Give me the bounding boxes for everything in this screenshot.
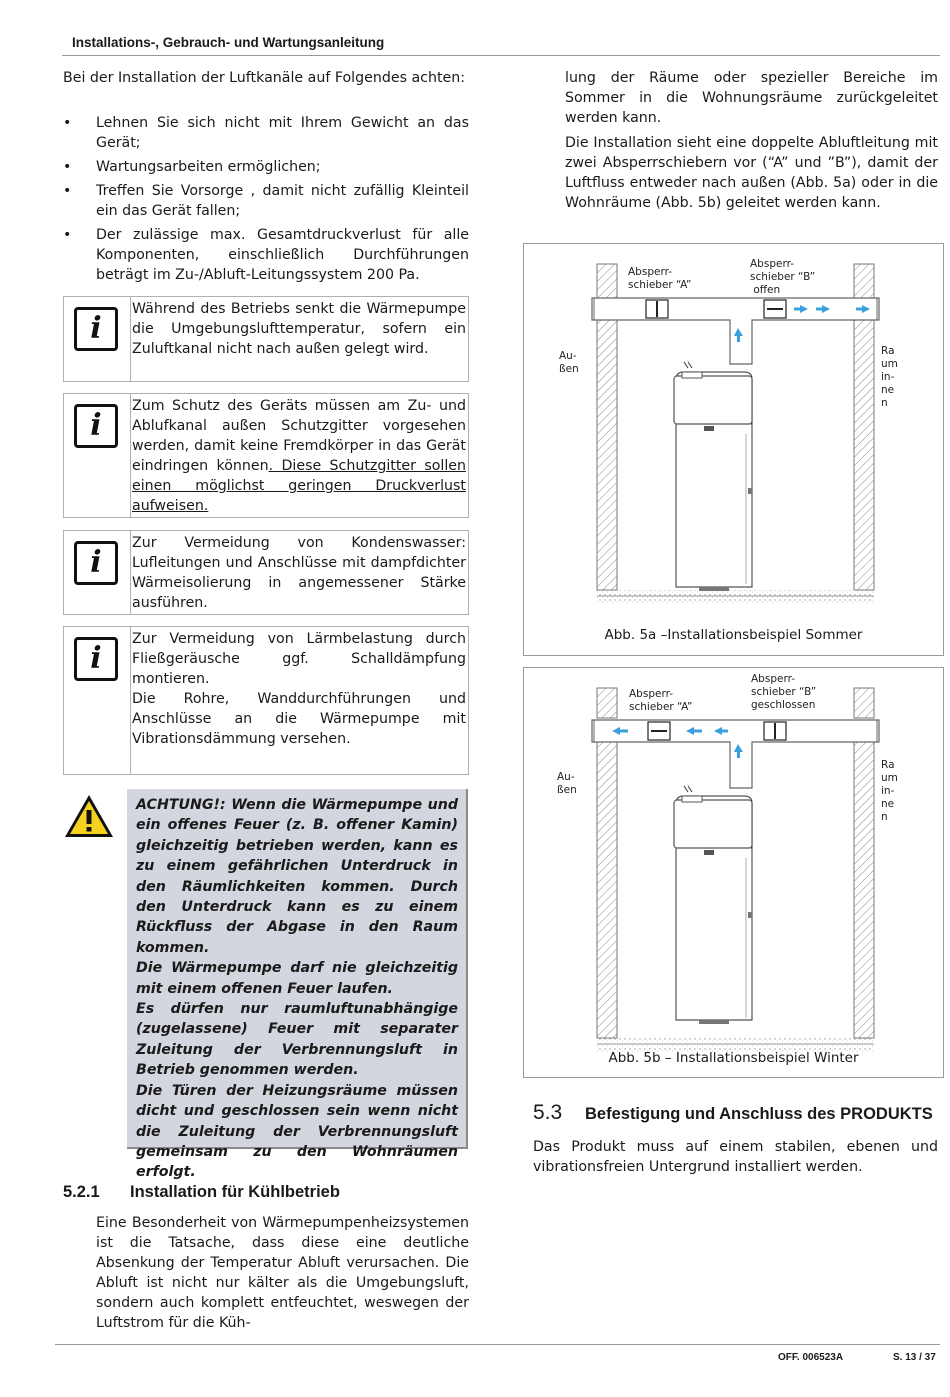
continued-paragraph: lung der Räume oder spezieller Bereiche im Sommer in die Wohnungsräume zurückgeleitet werden kann. (565, 70, 938, 126)
section-title: Installation für Kühlbetrieb (130, 1183, 340, 1201)
damper-b-label: Absperr- schieber “B” geschlossen (751, 673, 817, 711)
note-paragraph: Die Rohre, Wanddurchführungen und Anschlüsse an die Wärmepumpe mit Vibrationsdämmung versehen. (132, 691, 466, 747)
figure-5b-winter (523, 667, 944, 1078)
warning-paragraph: Es dürfen nur raumluftunabhängige (zugelassene) Feuer mit separater Zuleitung der Verbrennungsluft in Betrieb genommen werden. (136, 1001, 458, 1079)
warning-paragraph: ACHTUNG!: Wenn die Wärmepumpe und ein offenes Feuer (z. B. offener Kamin) gleichzeitig betrieben werden, kann es zu einem gefährlichen Unterdruck in den Räumlichkeiten kommen. Durch den Unterdruck kann es zu einem Rückfluss der Abgase in den Raum kommen. (136, 797, 458, 956)
warning-triangle-icon (63, 793, 115, 839)
inside-label: Ra um in- ne n (881, 345, 898, 409)
warning-paragraph: Die Wärmepumpe darf nie gleichzeitig mit einem offenen Feuer laufen. (136, 960, 458, 997)
figure-caption: Abb. 5b – Installationsbeispiel Winter (608, 1050, 859, 1066)
figure-caption: Abb. 5a –Installationsbeispiel Sommer (604, 627, 863, 643)
page-header-title: Installations-, Gebrauch- und Wartungsanleitung (72, 35, 385, 50)
section-paragraph: Das Produkt muss auf einem stabilen, ebenen und vibrationsfreien Untergrund installiert werden. (533, 1139, 938, 1175)
info-note-2 (63, 393, 469, 518)
damper-a-label: Absperr- schieber “A” (629, 688, 693, 713)
outside-label: Au- ßen (559, 350, 579, 375)
info-note-text: Während des Betriebs senkt die Wärmepumpe die Umgebungslufttemperatur, sofern ein Zuluftkanal nicht nach außen gelegt wird. (132, 301, 466, 357)
info-note-3 (63, 530, 469, 615)
list-item: • Wartungsarbeiten ermöglichen; (63, 157, 469, 177)
warning-paragraph: Die Türen der Heizungsräume müssen dicht und geschlossen sein wenn nicht die Zuleitung der Verbrennungsluft gemeinsam zu den Wohnräumen erfolgt. (136, 1082, 458, 1181)
outside-label: Au- ßen (557, 771, 577, 796)
section-title: Befestigung und Anschluss des PRODUKTS (585, 1105, 933, 1123)
info-note-4 (63, 626, 469, 775)
list-item: • Lehnen Sie sich nicht mit Ihrem Gewicht an das Gerät; (63, 113, 469, 153)
damper-a-label: Absperr- schieber “A” (628, 266, 692, 291)
info-icon: i (74, 541, 118, 585)
info-icon: i (74, 637, 118, 681)
installation-diagram-winter (524, 668, 945, 1079)
figure-5a-summer (523, 243, 944, 656)
footer-document-ref: OFF. 006523A (778, 1352, 844, 1363)
section-paragraph: Eine Besonderheit von Wärmepumpenheizsystemen ist die Tatsache, dass diese eine deutliche Absenkung der Temperatur Abluft verursachen. Die Abluft ist nicht nur kälter als die Umgebungsluft, sondern auch komplett entfeuchtet, weswegen der Luftstrom für die Küh- (96, 1215, 469, 1331)
list-item: • Treffen Sie Vorsorge , damit nicht zufällig Kleinteil ein das Gerät fallen; (63, 181, 469, 221)
footer-page-number: S. 13 / 37 (893, 1352, 936, 1363)
info-note-text: Zur Vermeidung von Kondenswasser: Lufleitungen und Anschlüsse mit dampfdichter Wärmeisolierung in angemessener Stärke ausführen. (132, 535, 466, 611)
section-number: 5.3 (533, 1101, 563, 1124)
info-icon: i (74, 404, 118, 448)
note-text-underlined: . Diese Schutzgitter sollen einen möglichst geringen Druckverlust aufweisen. (132, 458, 466, 514)
note-text-plain: Zum Schutz des Geräts müssen am Zu- und Ablufkanal außen Schutzgitter vorgesehen werden, damit keine Fremdkörper in das Gerät eindringen können (132, 398, 466, 474)
installation-diagram-summer (524, 244, 945, 657)
info-note-1 (63, 296, 469, 382)
header-divider (62, 55, 940, 56)
info-icon: i (74, 307, 118, 351)
section-number: 5.2.1 (63, 1183, 100, 1201)
note-paragraph: Zur Vermeidung von Lärmbelastung durch Fließgeräusche ggf. Schalldämpfung montieren. (132, 631, 466, 687)
info-note-text (132, 629, 466, 749)
footer-divider (55, 1344, 940, 1345)
installation-paragraph: Die Installation sieht eine doppelte Abluftleitung mit zwei Absperrschiebern vor (“A” und ”B”), damit der Luftfluss entweder nach außen (Abb. 5a) oder in die Wohnräume (Abb. 5b) geleitet werden kann. (565, 135, 938, 211)
intro-paragraph: Bei der Installation der Luftkanäle auf Folgendes achten: (63, 70, 466, 86)
info-note-text (132, 396, 466, 516)
damper-b-label: Absperr- schieber “B” offen (750, 258, 816, 296)
installation-bullet-list (63, 113, 469, 289)
warning-box (127, 789, 468, 1181)
list-item: • Der zulässige max. Gesamtdruckverlust für alle Komponenten, einschließlich Durchführungen beträgt im Zu-/Abluft-Leitungssystem 200 Pa. (63, 225, 469, 285)
inside-label: Ra um in- ne n (881, 759, 898, 823)
